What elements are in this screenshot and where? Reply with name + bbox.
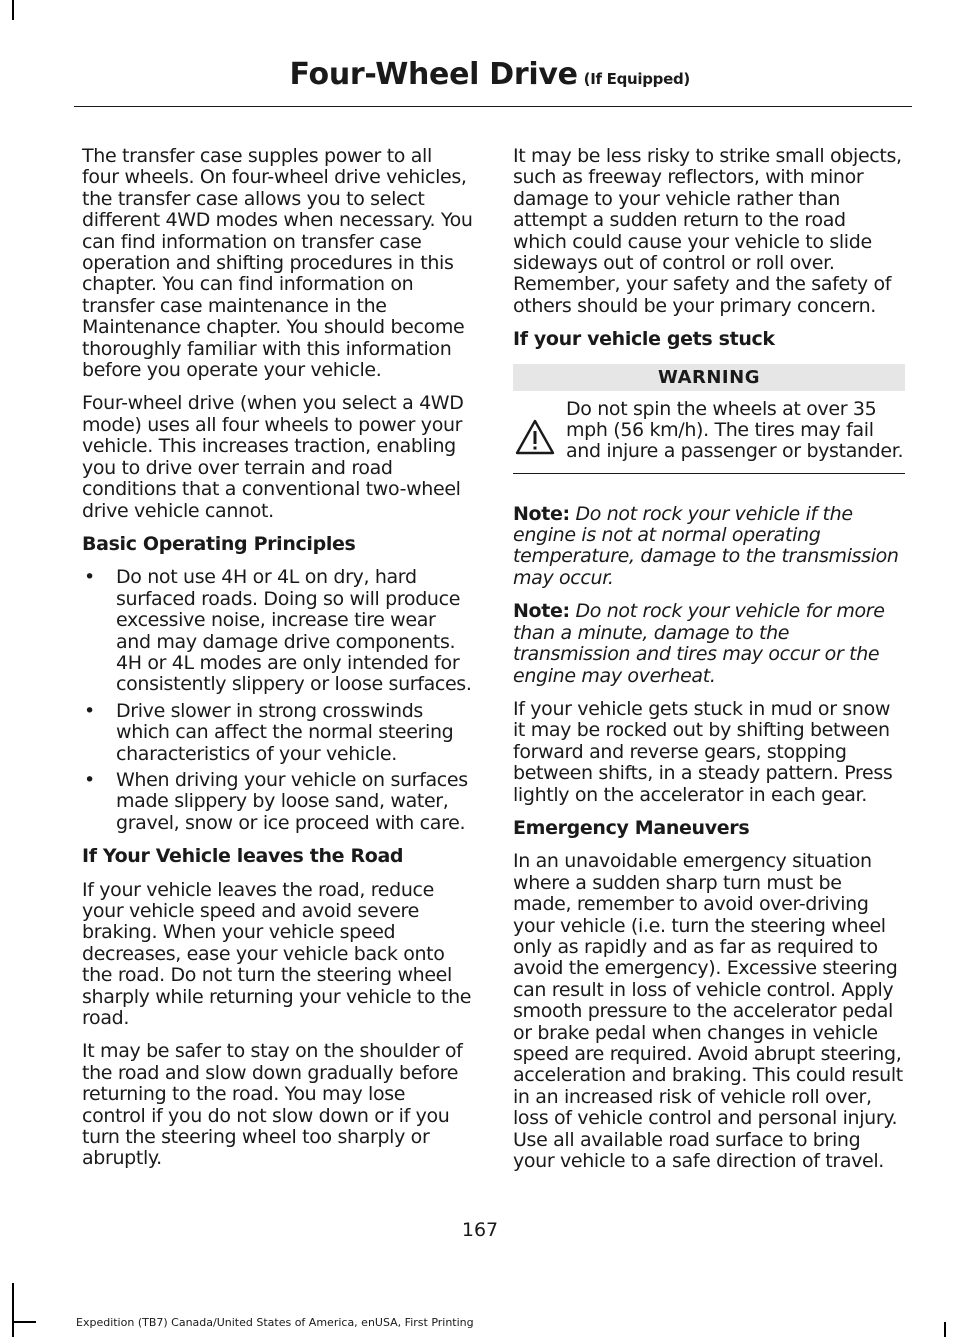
warning-text: Do not spin the wheels at over 35 mph (56 km/h). The tires may fail and injure a passenger or bystander. xyxy=(566,397,904,463)
list-item: • Do not use 4H or 4L on dry, hard surfaced roads. Doing so will produce excessive noise, increase tire wear and may damage drive components. 4H or 4L modes are only intended for consistently slippery or loose surfaces. xyxy=(82,567,474,695)
note-text: Do not rock your vehicle for more than a minute, damage to the transmission and tires may occur or the engine may overheat. xyxy=(513,600,885,687)
emergency-paragraph: In an unavoidable emergency situation where a sudden sharp turn must be made, remember to avoid over-driving your vehicle (i.e. turn the steering wheel only as rapidly and as far as required to avoid the emergency). Excessive steering can result in loss of vehicle control. Apply smooth pressure to the accelerator pedal or brake pedal when changes in vehicle speed are required. Avoid abrupt steering, acceleration and braking. This could result in an increased risk of vehicle roll over, loss of vehicle control and personal injury. Use all available road surface to bring your vehicle to a safe direction of travel. xyxy=(513,850,903,1173)
page-number: 167 xyxy=(461,1219,499,1241)
list-item: • Drive slower in strong crosswinds which can affect the normal steering characteristics of your vehicle. xyxy=(82,701,474,765)
note-2 xyxy=(513,601,905,687)
warning-rule xyxy=(513,473,905,474)
list-item: • When driving your vehicle on surfaces made slippery by loose sand, water, gravel, snow or ice proceed with care. xyxy=(82,770,474,834)
note-text: Do not rock your vehicle if the engine is not at normal operating temperature, damage to the transmission may occur. xyxy=(513,502,899,589)
intro-paragraph-1: The transfer case supples power to all four wheels. On four-wheel drive vehicles, the transfer case allows you to select different 4WD modes when necessary. You can find information on transfer case operation and shifting procedures in this chapter. You can find information on transfer case maintenance in the Maintenance chapter. You should become thoroughly familiar with this information before you operate your vehicle. xyxy=(82,145,473,382)
footer-text: Expedition (TB7) Canada/United States of America, enUSA, First Printing xyxy=(76,1316,474,1329)
crop-mark-top-left-vertical xyxy=(12,0,14,20)
basic-principles-list xyxy=(82,567,474,834)
risk-paragraph: It may be less risky to strike small objects, such as freeway reflectors, with minor damage to your vehicle rather than attempt a sudden return to the road which could cause your vehicle to slide sideways out of control or roll over. Remember, your safety and the safety of others should be your primary concern. xyxy=(513,145,902,317)
note-label: Note: xyxy=(513,600,570,623)
heading-basic-operating-principles: Basic Operating Principles xyxy=(82,532,356,555)
note-1 xyxy=(513,504,905,590)
warning-box xyxy=(513,399,905,465)
warning-triangle-icon xyxy=(515,419,555,455)
intro-paragraph-2: Four-wheel drive (when you select a 4WD mode) uses all four wheels to power your vehicle. This increases traction, enabling you to drive over terrain and road conditions that a conventional two-wheel drive vehicle cannot. xyxy=(82,392,464,522)
leaves-road-paragraph-1: If your vehicle leaves the road, reduce your vehicle speed and avoid severe braking. When your vehicle speed decreases, ease your vehicle back onto the road. Do not turn the steering wheel sharply while returning your vehicle to the road. xyxy=(82,878,472,1030)
heading-vehicle-stuck: If your vehicle gets stuck xyxy=(513,328,775,351)
right-column xyxy=(513,146,905,1184)
heading-leaves-road: If Your Vehicle leaves the Road xyxy=(82,845,404,868)
header-rule xyxy=(74,106,912,107)
heading-emergency-maneuvers: Emergency Maneuvers xyxy=(513,816,750,839)
warning-header: WARNING xyxy=(513,364,905,391)
crop-mark-bottom-left-vertical xyxy=(12,1283,14,1337)
page-title-main: Four-Wheel Drive xyxy=(289,57,578,92)
leaves-road-paragraph-2: It may be safer to stay on the shoulder of the road and slow down gradually before returning to the road. You may lose control if you do not slow down or if you turn the steering wheel too sharply or abruptly. xyxy=(82,1040,463,1170)
left-column xyxy=(82,146,474,1182)
page-title-subtitle: (If Equipped) xyxy=(583,70,690,88)
stuck-paragraph: If your vehicle gets stuck in mud or snow it may be rocked out by shifting between forward and reverse gears, stopping between shifts, in a steady pattern. Press lightly on the accelerator in each gear. xyxy=(513,697,893,806)
note-label: Note: xyxy=(513,502,570,525)
crop-mark-bottom-left-horizontal xyxy=(12,1321,36,1323)
page-title xyxy=(290,57,690,92)
crop-mark-bottom-right-vertical xyxy=(944,1322,946,1337)
